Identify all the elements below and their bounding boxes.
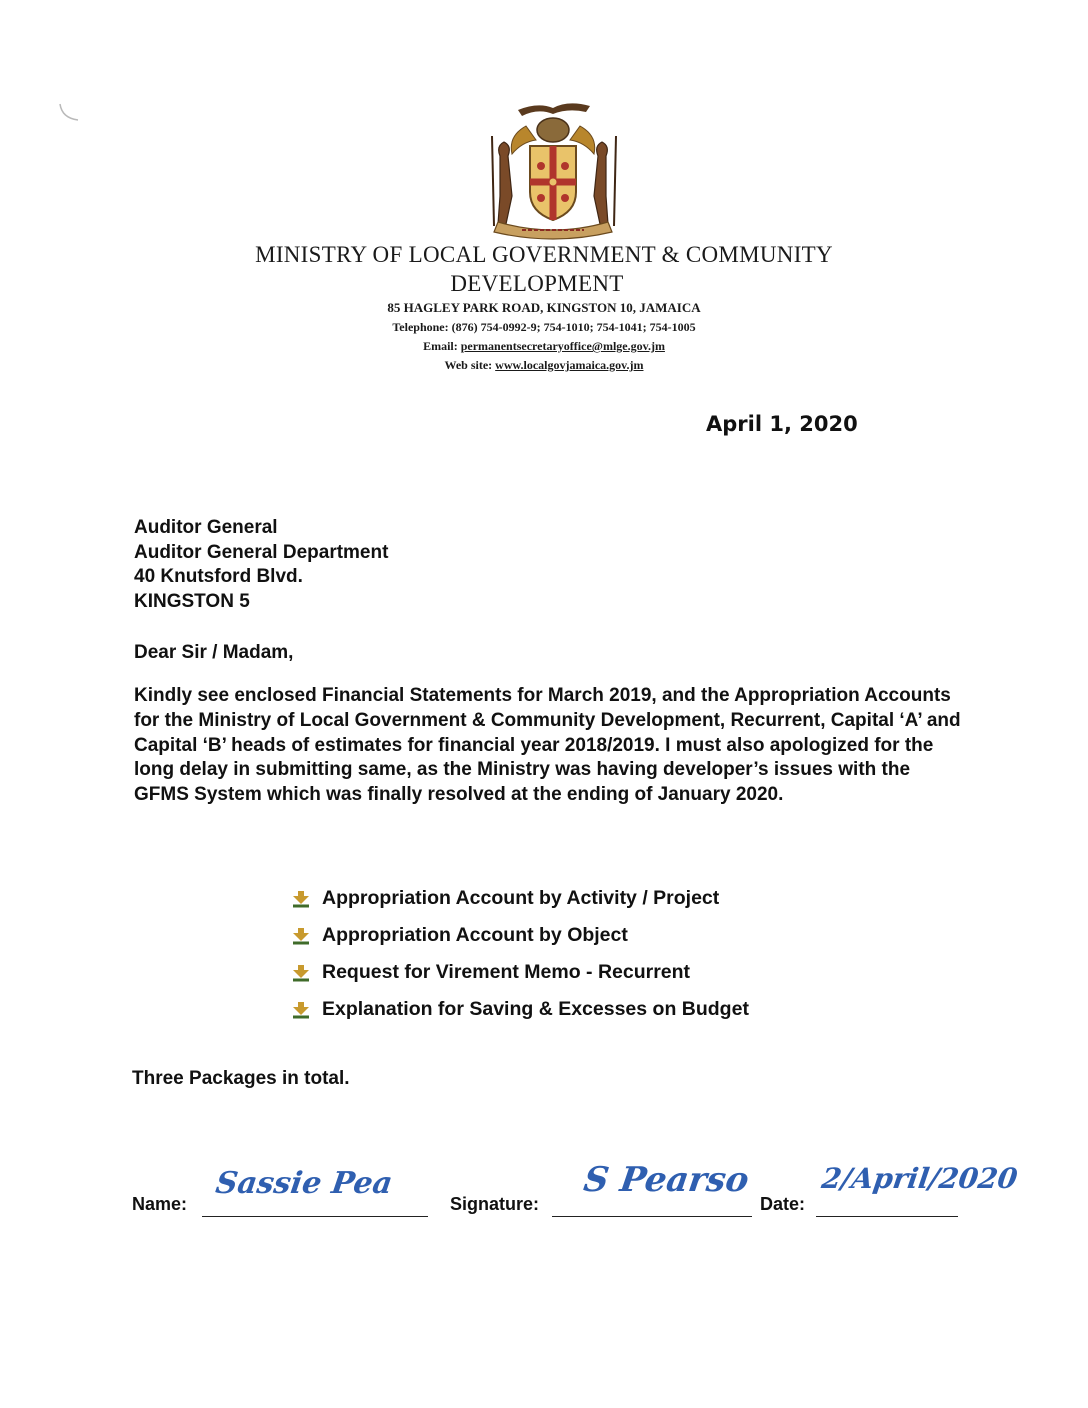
recipient-line: KINGSTON 5 [134, 590, 250, 612]
ministry-name: MINISTRY OF LOCAL GOVERNMENT & COMMUNITY [255, 242, 833, 267]
signature-label: Signature: [450, 1194, 540, 1214]
date-line [816, 1216, 958, 1217]
list-item [292, 954, 749, 991]
letterhead [0, 240, 1088, 375]
handwritten-name: Sassie Pea [213, 1166, 395, 1201]
recipient-address [134, 516, 388, 614]
ministry-name-line2: DEVELOPMENT [450, 271, 624, 296]
ministry-address: 85 HAGLEY PARK ROAD, KINGSTON 10, JAMAICA [387, 300, 701, 315]
recipient-line: Auditor General [134, 517, 278, 538]
ministry-website [0, 356, 1088, 375]
coat-of-arms-icon [478, 96, 628, 240]
website-label: Web site: [444, 358, 493, 372]
telephone-label: Telephone: [392, 320, 449, 334]
signature-block [132, 1150, 1032, 1220]
arrow-bullet-icon [292, 964, 310, 982]
enclosure-label: Appropriation Account by Object [322, 924, 628, 946]
handwritten-signature: S Pearso [581, 1160, 752, 1200]
handwritten-date: 2/April/2020 [819, 1162, 1020, 1195]
letter-date: April 1, 2020 [706, 412, 858, 436]
name-line [202, 1216, 428, 1217]
list-item [292, 991, 749, 1028]
scan-artifact-icon [58, 102, 80, 122]
enclosure-label: Explanation for Saving & Excesses on Budget [322, 998, 749, 1020]
name-label: Name: [132, 1194, 188, 1214]
list-item [292, 917, 749, 954]
email-link[interactable]: permanentsecretaryoffice@mlge.gov.jm [460, 339, 665, 353]
signature-line [552, 1216, 752, 1217]
list-item [292, 880, 749, 917]
website-link[interactable]: www.localgovjamaica.gov.jm [495, 358, 644, 372]
enclosure-label: Request for Virement Memo - Recurrent [322, 961, 691, 983]
enclosure-label: Appropriation Account by Activity / Project [322, 887, 720, 909]
arrow-bullet-icon [292, 1001, 310, 1019]
ministry-telephone [0, 318, 1088, 337]
telephone-numbers: (876) 754-0992-9; 754-1010; 754-1041; 754-1005 [451, 320, 696, 334]
salutation: Dear Sir / Madam, [134, 642, 294, 663]
email-label: Email: [423, 339, 458, 353]
packages-note: Three Packages in total. [132, 1068, 350, 1089]
recipient-line: 40 Knutsford Blvd. [134, 566, 303, 587]
recipient-line: Auditor General Department [134, 541, 389, 563]
arrow-bullet-icon [292, 890, 310, 908]
arrow-bullet-icon [292, 927, 310, 945]
enclosure-list [292, 880, 749, 1028]
body-paragraph: Kindly see enclosed Financial Statements for March 2019, and the Appropriation Accounts for the Ministry of Local Government & Community Development, Recurrent, Capital ‘A’ and Capital ‘B’ heads of estimates for financial year 2018/2019. I must also apologized for the long delay in submitting same, as the Ministry was having developer’s issues with the GFMS System which was finally resolved at the ending of January 2020. [134, 685, 961, 806]
ministry-email [0, 337, 1088, 356]
date-label: Date: [760, 1194, 806, 1214]
